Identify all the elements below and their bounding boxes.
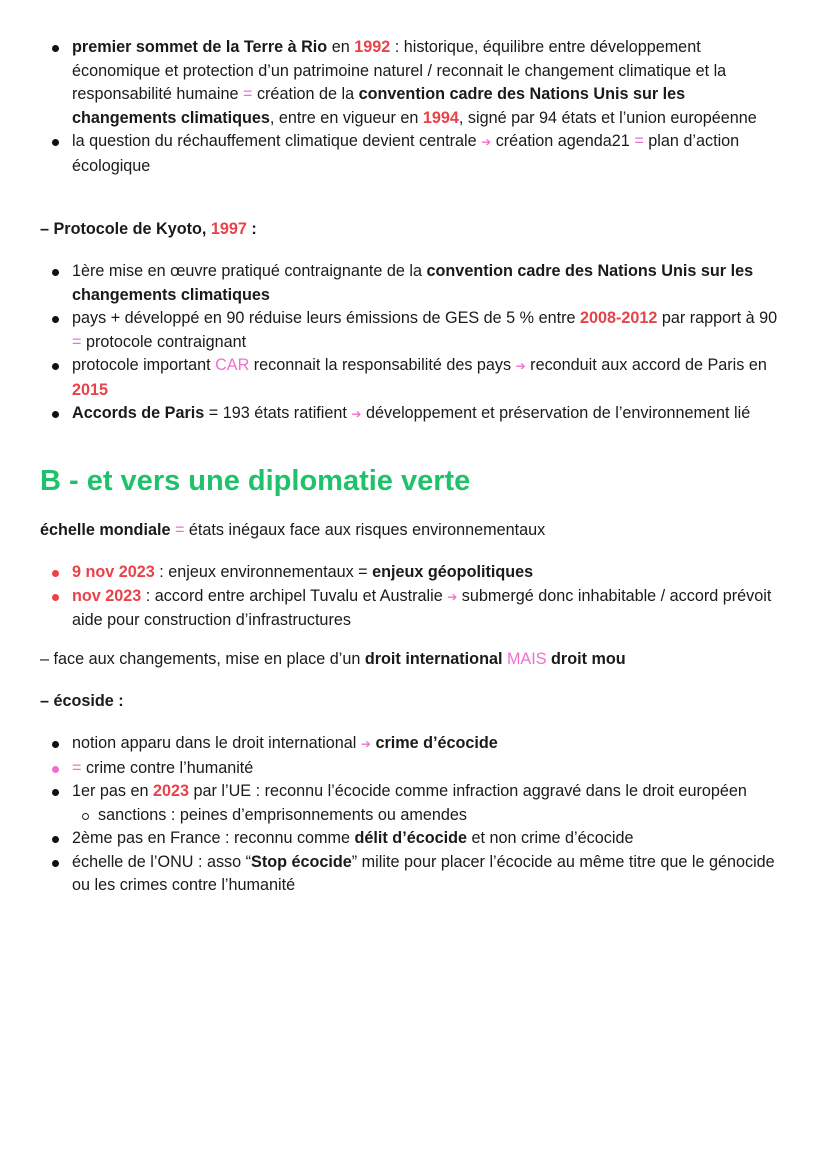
bold-text: premier sommet de la Terre à Rio [72,38,328,56]
highlight-year: 2015 [72,380,109,399]
bold-text: Accords de Paris [72,404,205,422]
text: protocole contraignant [81,332,247,351]
list-item [72,827,788,851]
text: et non crime d’écocide [466,829,634,847]
bullet-icon [52,570,59,577]
bullet-icon [52,594,59,601]
bold-text: – écoside : [40,692,124,710]
bullet-icon [52,363,59,370]
bold-text: : [246,220,257,238]
text: , signé par 94 états et l’union européenne [458,108,757,127]
bold-text: droit international [364,650,503,668]
text: échelle de l’ONU : asso “ [72,852,252,871]
list-item [72,561,788,585]
bullet-icon [52,316,59,323]
list-item [72,402,788,427]
rio-summit-list [72,36,788,178]
text: : enjeux environnementaux = [154,563,373,581]
arrow-icon: ➔ [351,407,362,421]
equals-sign: = [242,85,253,103]
text: notion apparu dans le droit international [72,734,361,752]
section-title: B - et vers une diplomatie verte [40,465,471,497]
kyoto-list [72,260,788,427]
text: développement et préservation de l’environnement lié [361,404,751,422]
arrow-icon: ➔ [515,359,526,373]
equals-sign: = [72,332,82,351]
bullet-icon [52,45,59,52]
echelle-line [40,519,800,543]
text: plan d’action écologique [72,132,740,175]
arrow-icon: ➔ [447,589,458,604]
text: la question du réchauffement climatique devient centrale [72,132,482,150]
bullet-icon [52,789,59,796]
text: 2ème pas en France : reconnu comme [72,829,355,847]
bold-text: enjeux géopolitiques [372,563,534,581]
bold-text: échelle mondiale [40,521,171,539]
text: pays + développé en 90 réduise leurs émissions de GES de 5 % entre [72,309,580,327]
highlight-year: 1997 [210,220,247,238]
list-item [72,36,788,130]
bullet-icon [52,411,59,418]
bold-text: délit d’écocide [354,829,467,847]
highlight-date: 9 nov 2023 [72,563,155,581]
highlight-year: 2023 [153,782,190,800]
list-item [72,757,788,781]
text: ” milite pour placer l’écocide au même titre que le génocide ou les crimes contre l’humanité [72,852,775,894]
text: crime contre l’humanité [81,758,254,777]
equals-sign: = [72,758,82,777]
text: reconduit aux accord de Paris en [525,356,767,374]
text: : accord entre archipel Tuvalu et Australie [141,586,448,605]
text: états inégaux face aux risques environnementaux [188,521,546,539]
list-item [72,307,788,354]
text: sanctions : peines d’emprisonnements ou amendes [98,805,467,824]
text: création de la [252,85,359,103]
highlight-year: 1992 [354,38,391,56]
bold-text: convention cadre des Nations Unis sur les changements climatiques [72,262,754,304]
sub-list-item [98,804,788,828]
text: : historique, équilibre entre développement économique et protection d’un patrimoine naturel / reconnait le changement climatique et la responsabilité humaine [72,38,727,103]
hollow-bullet-icon [82,813,89,820]
list-item [72,354,788,402]
bullet-icon [52,836,59,843]
list-item [72,851,788,898]
bold-text: droit mou [551,650,626,668]
bullet-icon [52,139,59,146]
text: reconnait la responsabilité des pays [249,356,516,374]
highlight-keyword: CAR [215,356,250,374]
arrow-icon: ➔ [360,737,371,751]
text: création agenda21 [491,132,635,150]
ecoside-heading [40,690,800,714]
list-item [72,732,788,757]
bold-text: crime d’écocide [370,734,498,752]
bold-text: convention cadre des Nations Unis sur les changements climatiques [72,85,686,127]
list-item [72,130,788,178]
bold-text: Stop écocide [251,852,352,871]
highlight-date: nov 2023 [72,586,142,605]
dates-list [72,561,788,633]
highlight-year: 1994 [422,108,459,127]
text: protocole important [72,356,216,374]
text: submergé donc inhabitable / accord prévoit aide pour construction d’infrastructures [72,586,772,629]
arrow-icon: ➔ [481,135,492,149]
bullet-icon [52,766,59,773]
text: en [327,38,355,56]
ecocide-list [72,732,788,898]
droit-line [40,648,800,672]
kyoto-heading [40,218,800,242]
list-item [72,585,788,633]
text: = 193 états ratifient [204,404,352,422]
highlight-year: 2008-2012 [579,309,658,327]
list-item [72,780,788,827]
bullet-icon [52,741,59,748]
list-item [72,260,788,307]
text: 1er pas en [72,782,153,800]
text: , entre en vigueur en [269,108,423,127]
text: par l’UE : reconnu l’écocide comme infraction aggravé dans le droit européen [189,782,747,800]
highlight-keyword: MAIS [502,650,552,668]
equals-sign: = [170,521,189,539]
text: – face aux changements, mise en place d’un [40,650,365,668]
bullet-icon [52,269,59,276]
bold-text: – Protocole de Kyoto, [40,220,211,238]
text: par rapport à 90 [657,309,778,327]
text: 1ère mise en œuvre pratiqué contraignante de la [72,262,427,280]
equals-sign: = [634,132,644,150]
bullet-icon [52,860,59,867]
